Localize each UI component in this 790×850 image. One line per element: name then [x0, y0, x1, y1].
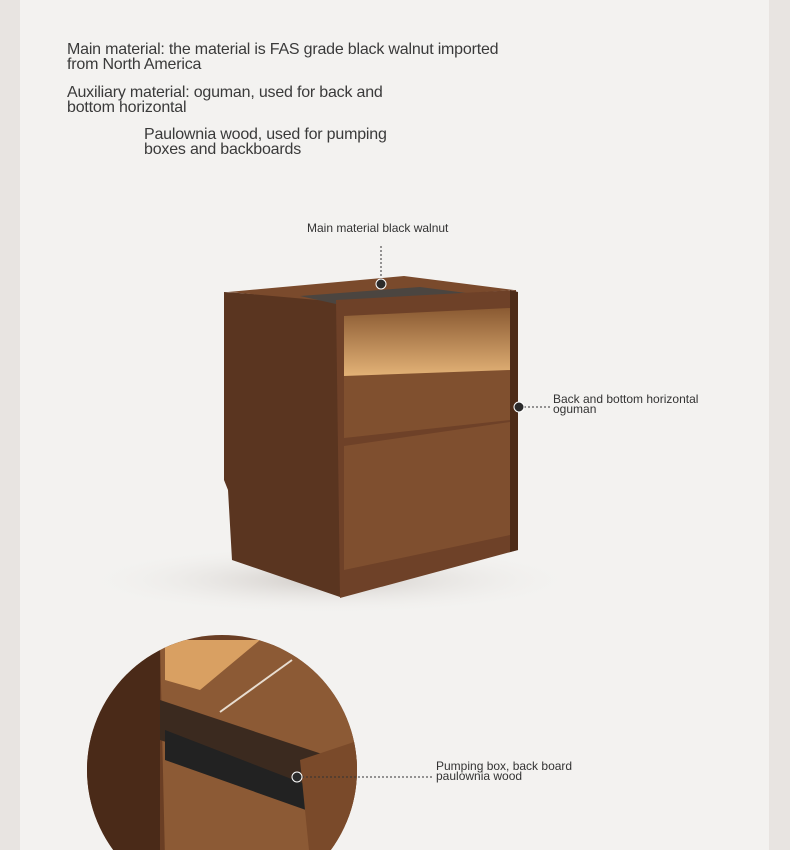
callout-dot-top: [376, 279, 386, 289]
open-shelf: [344, 308, 510, 380]
callout-detail-line-1: Pumping box, back board: [436, 759, 573, 773]
callout-dot-side: [514, 402, 524, 412]
main-material-line-1: Main material: the material is FAS grade black walnut imported: [67, 41, 499, 58]
callout-back-bottom: [553, 394, 698, 414]
callout-pumping-box: [436, 761, 572, 781]
callout-dot-detail: [292, 772, 302, 782]
callout-side-line-1: Back and bottom horizontal: [553, 392, 699, 406]
callout-main-material: Main material black walnut: [307, 221, 449, 235]
paulownia-line-2: boxes and backboards: [144, 141, 302, 158]
callout-side-line-2: oguman: [553, 402, 597, 416]
paulownia-line-1: Paulownia wood, used for pumping: [144, 126, 387, 143]
side-panel: [224, 292, 340, 597]
aux-material-line-1: Auxiliary material: oguman, used for back and: [67, 84, 383, 101]
callout-detail-line-2: paulownia wood: [436, 769, 523, 783]
aux-material-line-2: bottom horizontal: [67, 99, 187, 116]
main-material-line-2: from North America: [67, 56, 202, 73]
detail-circle: [80, 630, 370, 850]
front-edge: [510, 290, 518, 552]
